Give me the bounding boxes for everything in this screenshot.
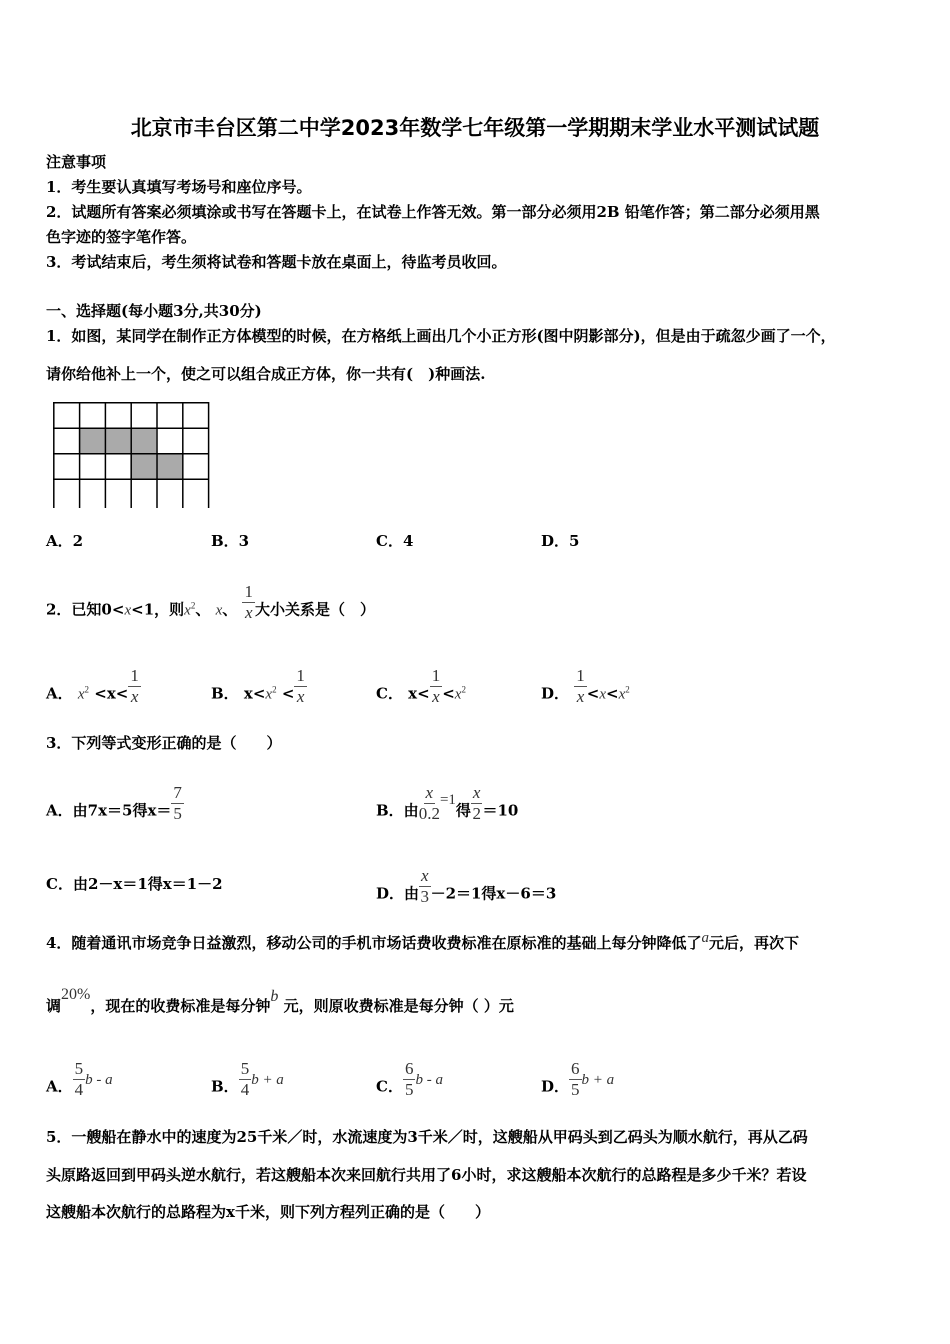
- section-heading: 一、选择题(每小题3分,共30分): [46, 302, 262, 320]
- shaded-cell: [79, 428, 105, 454]
- q1-option-b: B．3: [211, 532, 250, 550]
- shaded-cell: [130, 428, 156, 454]
- q5-stem: 头原路返回到甲码头逆水航行，若这艘船本次来回航行共用了6小时，求这艘船本次航行的总路程是多少千米？若设: [46, 1166, 807, 1184]
- q2-option-b: B． $x<x^2$ < $\frac{1}{x}$: [211, 666, 305, 706]
- q4-option-b: B． $\frac{5}{4}$ b + a: [211, 1059, 284, 1099]
- q1-option-a: A．2: [46, 532, 84, 550]
- q4-stem: 4．随着通讯市场竞争日益激烈，移动公司的手机市场话费收费标准在原标准的基础上每分钟降低了a元后，再次下: [46, 930, 799, 952]
- q4-option-d: D． $\frac{6}{5}$ b + a: [541, 1059, 615, 1099]
- q3-option-a: A．由7x＝5得x＝ $\frac{7}{5}$: [46, 783, 182, 823]
- q1-stem: 1．如图，某同学在制作正方体模型的时候，在方格纸上画出几个小正方形(图中阴影部分)，但是由于疏忽少画了一个，: [46, 327, 836, 345]
- q5-stem: 5．一艘船在静水中的速度为25千米／时，水流速度为3千米／时，这艘船从甲码头到乙码头为顺水航行，再从乙码: [46, 1128, 808, 1146]
- shaded-cell: [130, 453, 156, 479]
- q3-stem: 3．下列等式变形正确的是（ ）: [46, 734, 282, 752]
- q4-option-a: A． $\frac{5}{4}$ b - a: [46, 1059, 113, 1099]
- notice-item: 1．考生要认真填写考场号和座位序号。: [46, 178, 312, 196]
- q2-option-c: C． x< $\frac{1}{x}$ $<x^2$: [376, 666, 466, 706]
- notice-item: 2．试题所有答案必须填涂或书写在答题卡上，在试卷上作答无效。第一部分必须用2B 铅笔作答；第二部分必须用黑: [46, 203, 820, 221]
- q2-option-d: D． $\frac{1}{x}$ $<x<x^2$: [541, 666, 630, 706]
- q4-option-c: C． $\frac{6}{5}$ b - a: [376, 1059, 443, 1099]
- shaded-cell: [105, 428, 131, 454]
- notice-item: 色字迹的签字笔作答。: [46, 228, 197, 246]
- q5-stem: 这艘船本次航行的总路程为x千米，则下列方程列正确的是（ ）: [46, 1203, 490, 1221]
- q1-option-c: C．4: [376, 532, 414, 550]
- q3-option-b: B．由 $\frac{x}{0.2}$ =1得 $\frac{x}{2}$ ＝10: [376, 783, 519, 823]
- page-title: 北京市丰台区第二中学2023年数学七年级第一学期期末学业水平测试试题: [130, 116, 820, 140]
- q3-option-d: D．由 $\frac{x}{3}$ －2＝1得x－6＝3: [376, 866, 557, 906]
- notice-heading: 注意事项: [46, 153, 107, 171]
- shaded-cell: [156, 453, 182, 479]
- q3-option-c: C．由2－x＝1得x＝1－2: [46, 875, 223, 893]
- q4-stem: 调20%，现在的收费标准是每分钟b 元，则原收费标准是每分钟（ ）元: [46, 986, 514, 1015]
- q1-grid-figure: [53, 402, 213, 508]
- q1-stem: 请你给他补上一个，使之可以组合成正方体，你一共有( )种画法.: [46, 365, 486, 383]
- q1-option-d: D．5: [541, 532, 580, 550]
- q2-option-a: A． $x^2 <x<$ $\frac{1}{x}$: [46, 666, 139, 706]
- q2-stem: 2．已知0<x<1，则$x^2$、 x、 $\frac{1}{x}$ 大小关系是（ ）: [46, 582, 375, 622]
- notice-item: 3．考试结束后，考生须将试卷和答题卡放在桌面上，待监考员收回。: [46, 253, 507, 271]
